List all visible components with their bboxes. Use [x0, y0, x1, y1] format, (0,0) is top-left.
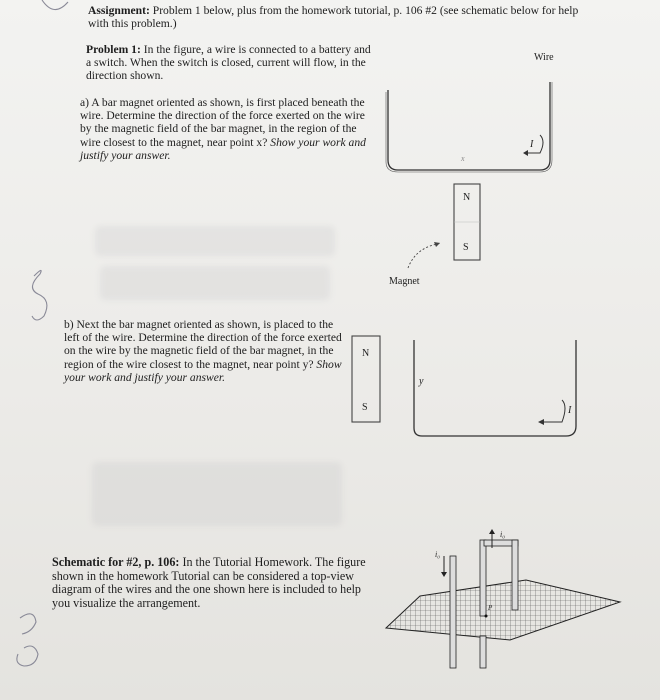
i0-right-label: i₀ [500, 530, 506, 539]
part-b-text: b) Next the bar magnet oriented as shown, is placed to the left of the wire. Determine the direction of the force exerted on the wire by the magnetic field of the bar magnet, in the region of the wire closest to the magnet, near point y? [64, 318, 342, 371]
grid-plane [386, 580, 620, 640]
magnet-b-south-label: S [362, 402, 368, 413]
margin-doodle [17, 0, 68, 666]
wire-right-top [480, 540, 486, 616]
problem-1-label: Problem 1: [86, 43, 141, 56]
wire-right-bottom [480, 636, 486, 668]
magnet-a-north-label: N [463, 192, 471, 203]
i0-up-arrowhead [489, 529, 495, 534]
wire-right-side [512, 540, 518, 610]
part-a-instruction: Show your work and justify your answer. [80, 135, 366, 162]
current-arrowhead-a [523, 150, 528, 156]
part-a-text: a) A bar magnet oriented as shown, is first placed beneath the wire. Determine the direction of the force exerted on the wire by the magnetic field of the bar magnet, in the region of the wire closest to the magnet, near point x? [80, 96, 365, 149]
current-arrow-b [544, 400, 565, 422]
i0-left-label: i₀ [435, 550, 441, 559]
magnet-label: Magnet [389, 276, 420, 287]
current-label: I [530, 139, 534, 150]
current-arrow-a [528, 135, 543, 153]
schematic-label: Schematic for #2, p. 106: [52, 555, 180, 569]
assignment-label: Assignment: [88, 4, 150, 17]
schematic-figure [386, 529, 620, 668]
point-x-label: x [461, 154, 465, 163]
magnet-pointer-arrow [408, 243, 440, 268]
current-b-label: I [568, 405, 572, 416]
wire-left [450, 556, 456, 668]
part-b-instruction: Show your work and justify your answer. [64, 357, 342, 384]
point-y-label: y [419, 376, 424, 387]
schematic-text: In the Tutorial Homework. The figure shown in the homework Tutorial can be considered a top-view diagram of the wires and the one shown here is included to help you visualize the arrangement. [52, 555, 366, 610]
i0-down-arrowhead [441, 572, 447, 577]
magnet-a-south-label: S [463, 242, 469, 253]
magnet-b-north-label: N [362, 348, 370, 359]
point-p-dot [485, 615, 488, 618]
assignment-text: Problem 1 below, plus from the homework tutorial, p. 106 #2 (see schematic below for help with this problem.) [88, 4, 579, 31]
problem-1-text: In the figure, a wire is connected to a battery and a switch. When the switch is closed, current will flow, in the direction shown. [86, 43, 371, 83]
bar-magnet-b [352, 336, 380, 422]
current-arrowhead-b [538, 419, 544, 425]
wire-label: Wire [534, 52, 554, 63]
wire-diagram-a [386, 82, 552, 172]
